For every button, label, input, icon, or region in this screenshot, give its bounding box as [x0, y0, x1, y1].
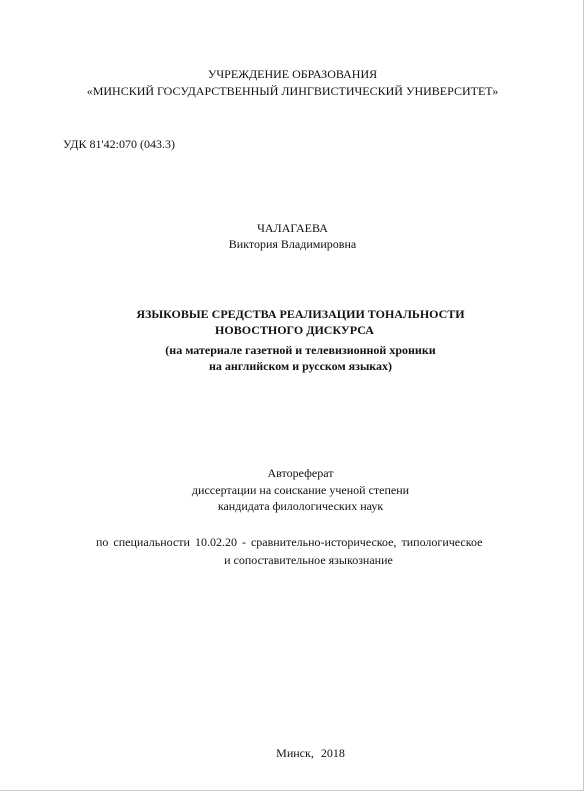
institution-line-2: «МИНСКИЙ ГОСУДАРСТВЕННЫЙ ЛИНГВИСТИЧЕСКИЙ УНИВЕРСИТЕТ»	[86, 84, 499, 98]
author-surname: ЧАЛАГАЕВА	[257, 221, 328, 235]
degree-purpose: диссертации на соискание ученой степени	[191, 483, 410, 497]
title-line-1: ЯЗЫКОВЫЕ СРЕДСТВА РЕАЛИЗАЦИИ ТОНАЛЬНОСТИ	[136, 307, 465, 321]
udk-code: УДК 81'42:070 (043.3)	[63, 137, 175, 151]
title-subtitle-line-2: на английском и русском языках)	[208, 359, 393, 373]
author-given-names: Виктория Владимировна	[228, 237, 357, 251]
specialty-line-2: и сопоставительное языкознание	[224, 553, 393, 567]
degree-name: кандидата филологических наук	[217, 499, 384, 513]
specialty-line-1: по специальности 10.02.20 - сравнительно-историческое, типологическое	[96, 535, 483, 549]
institution-line-1: УЧРЕЖДЕНИЕ ОБРАЗОВАНИЯ	[207, 67, 378, 81]
title-line-2: НОВОСТНОГО ДИСКУРСА	[215, 323, 374, 337]
document-type: Автореферат	[267, 466, 334, 480]
place-and-year: Минск, 2018	[276, 746, 345, 760]
title-subtitle-line-1: (на материале газетной и телевизионной хроники	[165, 343, 436, 357]
